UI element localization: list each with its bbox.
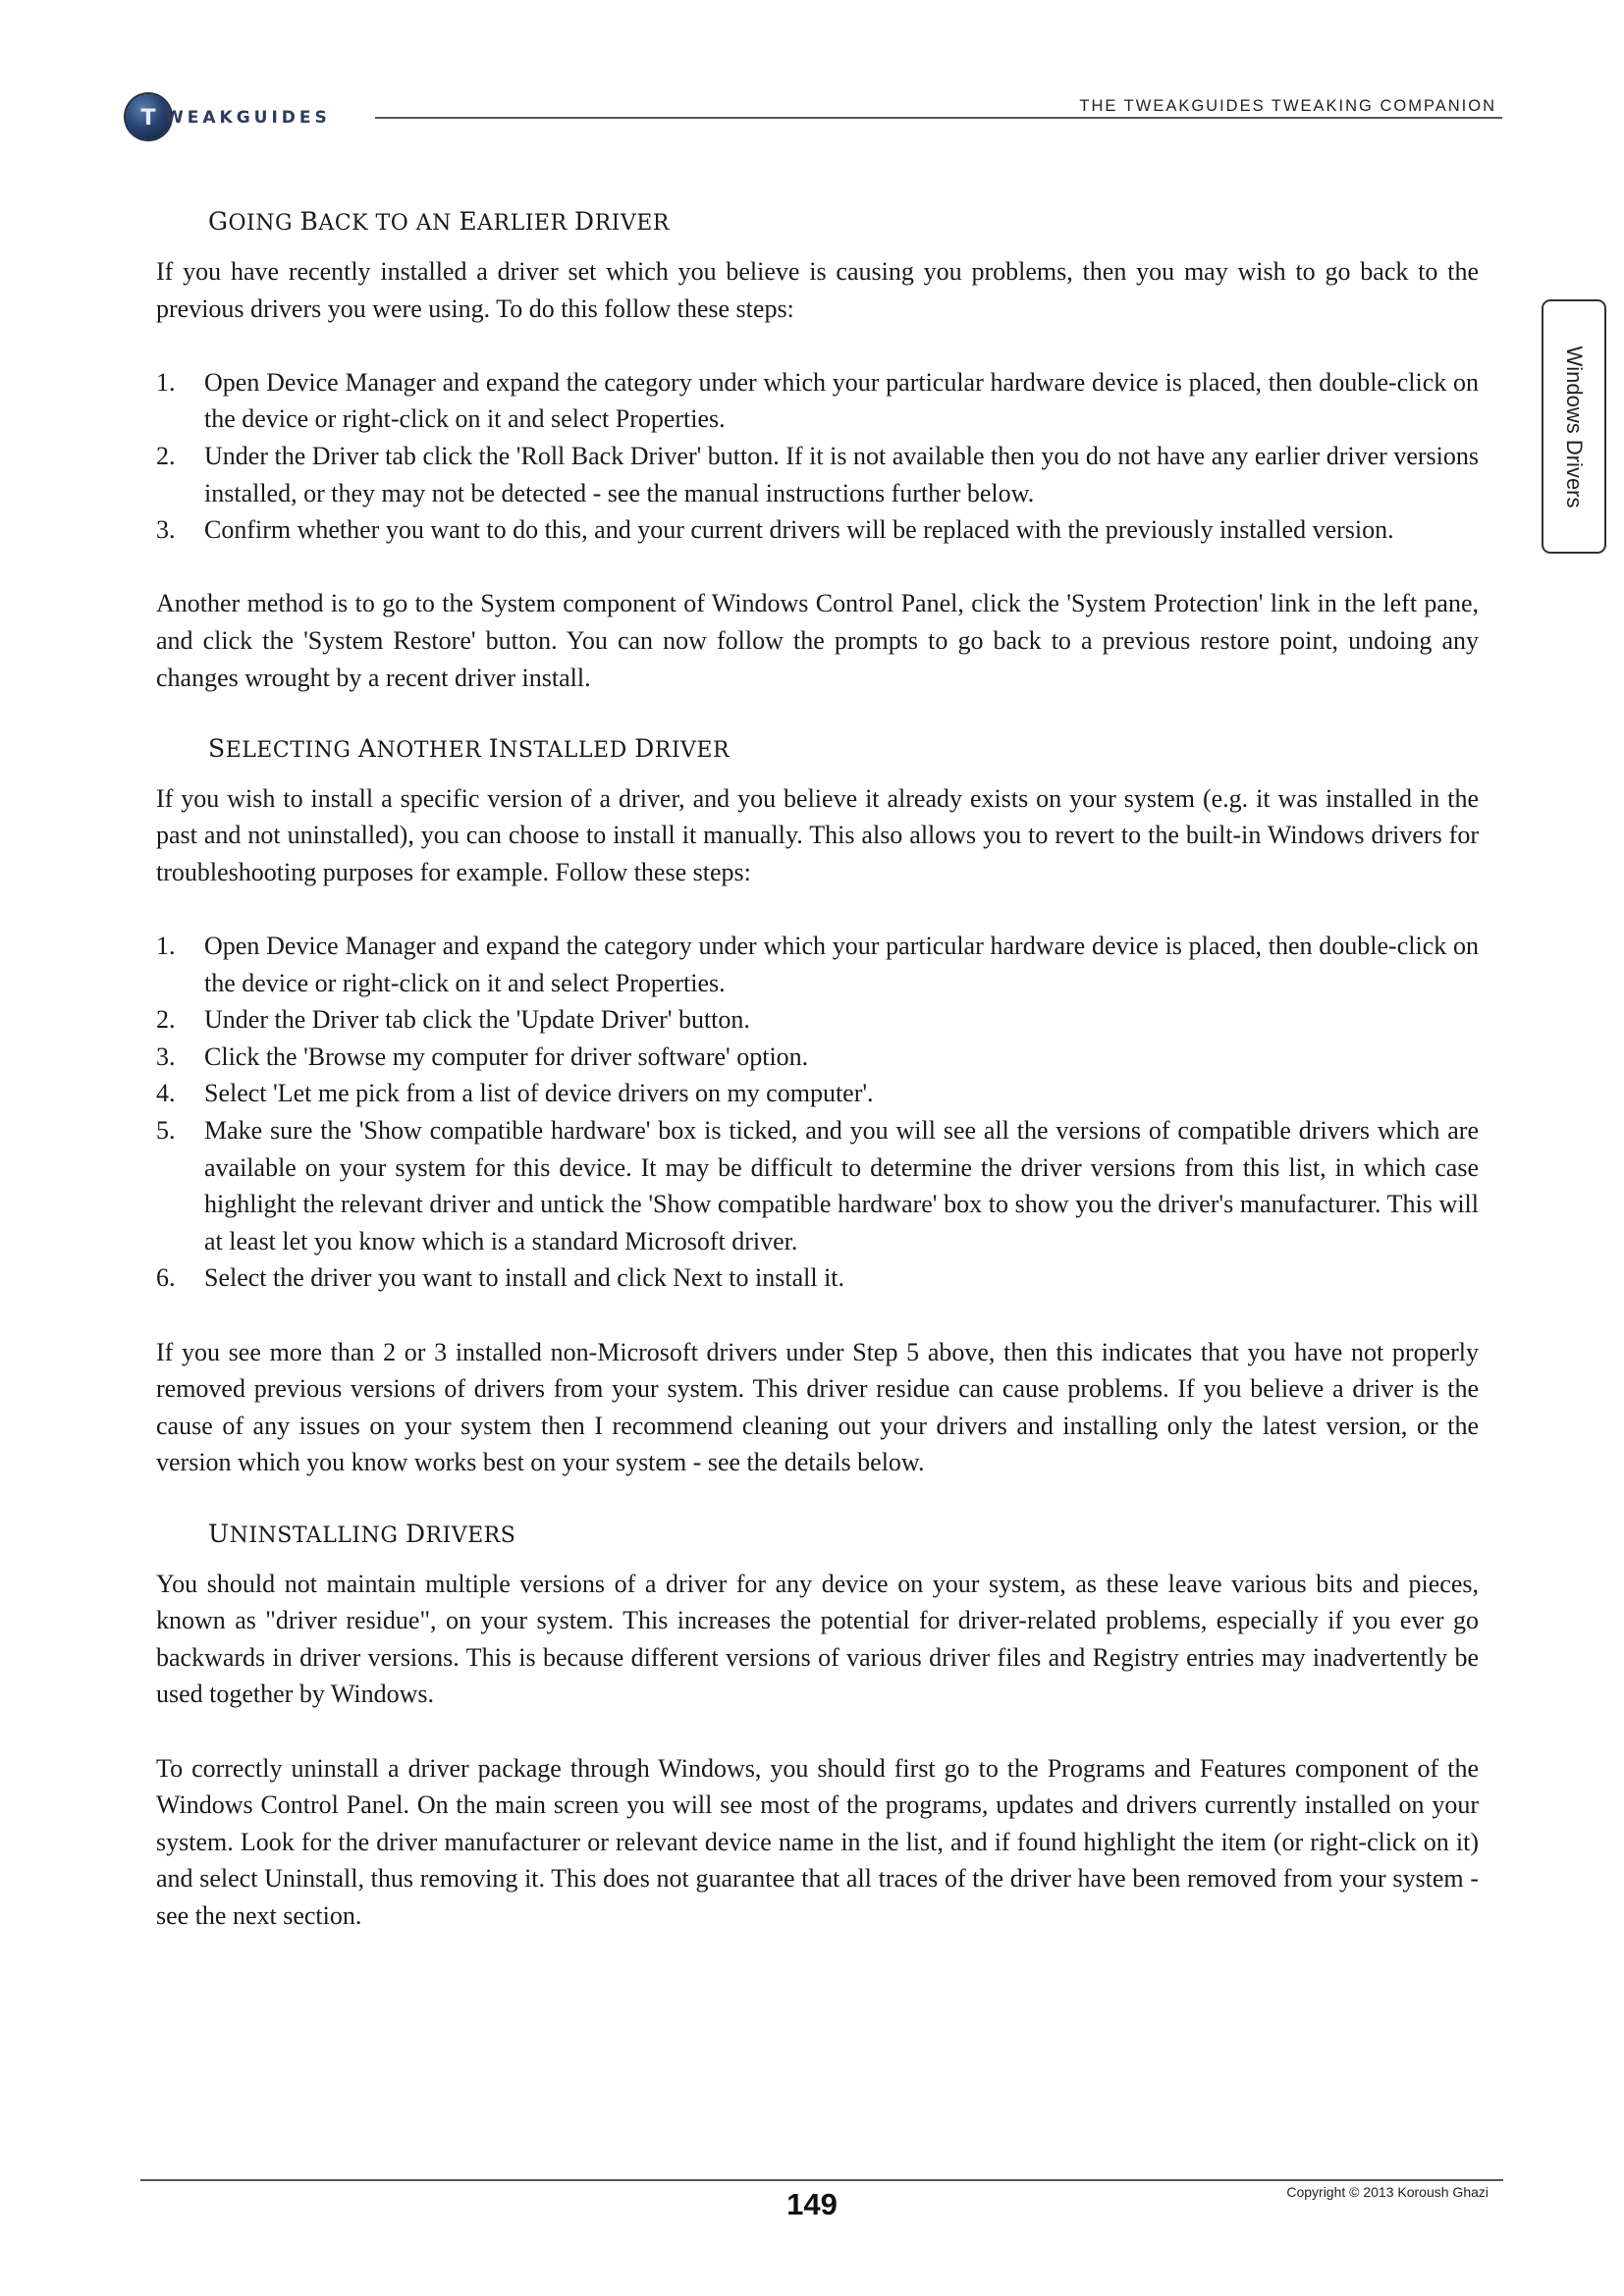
page-content	[156, 206, 1479, 1971]
steps-list	[156, 928, 1479, 1297]
side-tab-label: Windows Drivers	[1562, 345, 1587, 508]
list-item: 2. Under the Driver tab click the 'Roll Back Driver' button. If it is not available then you do not have any earlier driver versions installed, or they may not be detected - see the manual instructions further below.	[156, 441, 1479, 507]
header-divider	[375, 117, 1502, 119]
list-item: 2. Under the Driver tab click the 'Update Driver' button.	[156, 1005, 750, 1035]
header-title: THE TWEAKGUIDES TWEAKING COMPANION	[1079, 97, 1496, 115]
list-item: 6. Select the driver you want to install and click Next to install it.	[156, 1263, 845, 1293]
page-header	[0, 0, 1624, 137]
steps-list	[156, 364, 1479, 549]
list-item: 3. Confirm whether you want to do this, and your current drivers will be replaced with the previously installed version.	[156, 515, 1394, 545]
footer-divider	[140, 2179, 1503, 2181]
list-item: 4. Select 'Let me pick from a list of device drivers on my computer'.	[156, 1079, 874, 1108]
paragraph: You should not maintain multiple versions of a driver for any device on your system, as these leave various bits and pieces, known as "driver residue", on your system. This increases the potential for driver-related problems, especially if you ever go backwards in driver versions. This is because different versions of various driver files and Registry entries may inadvertently be used together by Windows.	[156, 1569, 1479, 1709]
paragraph: To correctly uninstall a driver package through Windows, you should first go to the Programs and Features component of the Windows Control Panel. On the main screen you will see most of the programs, updates and drivers currently installed on your system. Look for the driver manufacturer or relevant device name in the list, and if found highlight the item (or right-click on it) and select Uninstall, thus removing it. This does not guarantee that all traces of the driver have been removed from your system - see the next section.	[156, 1753, 1479, 1930]
list-item: 1. Open Device Manager and expand the category under which your particular hardware device is placed, then double-click on the device or right-click on it and select Properties.	[156, 932, 1479, 997]
paragraph: If you have recently installed a driver set which you believe is causing you problems, then you may wish to go back to the previous drivers you were using. To do this follow these steps:	[156, 257, 1479, 323]
section-heading: UNINSTALLING DRIVERS	[208, 1519, 516, 1548]
list-item: 5. Make sure the 'Show compatible hardware' box is ticked, and you will see all the versions of compatible drivers which are available on your system for this device. It may be difficult to determine the driver versions from this list, in which case highlight the relevant driver and untick the 'Show compatible hardware' box to show you the driver's manufacturer. This will at least let you know which is a standard Microsoft driver.	[156, 1116, 1479, 1255]
paragraph: Another method is to go to the System component of Windows Control Panel, click the 'System Protection' link in the left pane, and click the 'System Restore' button. You can now follow the prompts to go back to a previous restore point, undoing any changes wrought by a recent driver install.	[156, 589, 1479, 692]
section-heading: GOING BACK TO AN EARLIER DRIVER	[208, 207, 670, 236]
paragraph: If you wish to install a specific version of a driver, and you believe it already exists on your system (e.g. it was installed in the past and not uninstalled), you can choose to install it manually. This also allows you to revert to the built-in Windows drivers for troubleshooting purposes for example. Follow these steps:	[156, 783, 1479, 886]
logo-wordmark: WEAKGUIDES	[165, 108, 331, 128]
section-heading: SELECTING ANOTHER INSTALLED DRIVER	[208, 733, 731, 763]
paragraph: If you see more than 2 or 3 installed non-Microsoft drivers under Step 5 above, then this indicates that you have not properly removed previous versions of drivers from your system. This driver residue can cause problems. If you believe a driver is the cause of any issues on your system then I recommend cleaning out your drivers and installing only the latest version, or the version which you know works best on your system - see the details below.	[156, 1337, 1479, 1477]
svg-text:T: T	[140, 106, 156, 131]
copyright-notice: Copyright © 2013 Koroush Ghazi	[1286, 2184, 1489, 2200]
list-item: 3. Click the 'Browse my computer for driver software' option.	[156, 1041, 809, 1071]
page-number: 149	[786, 2187, 838, 2221]
section-side-tab	[1542, 299, 1606, 554]
list-item: 1. Open Device Manager and expand the category under which your particular hardware device is placed, then double-click on the device or right-click on it and select Properties.	[156, 367, 1479, 434]
